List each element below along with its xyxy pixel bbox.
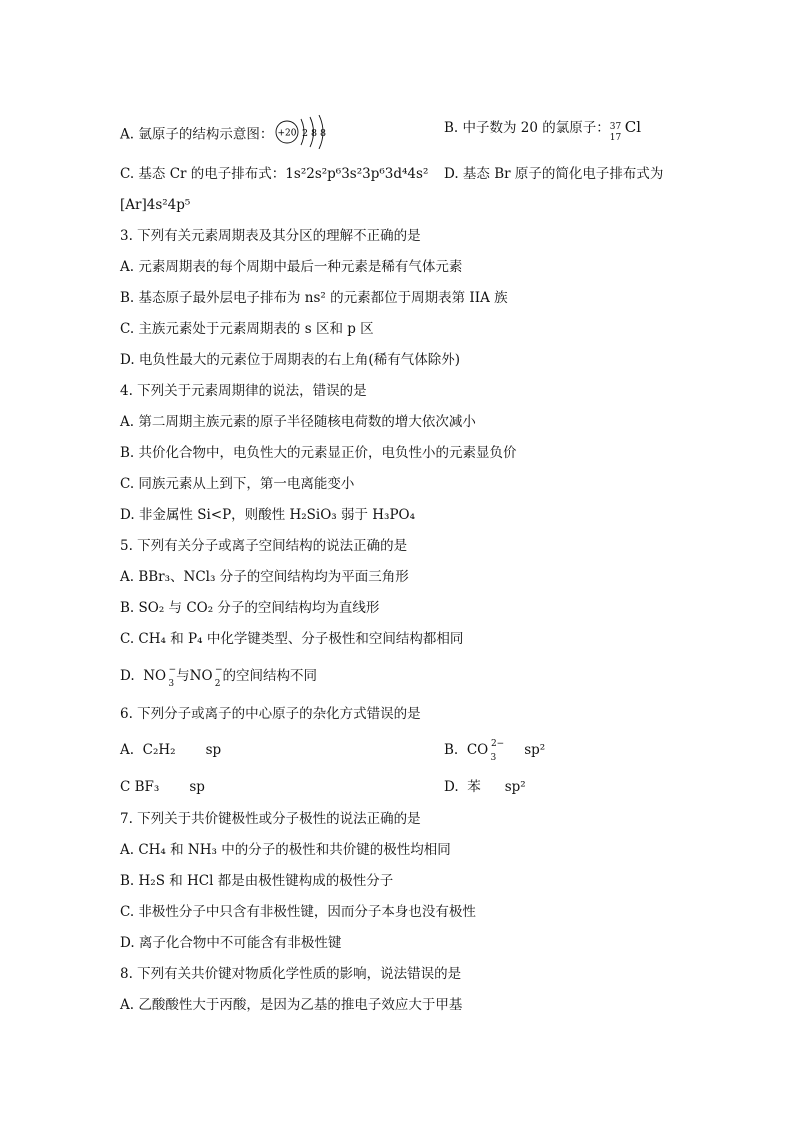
atom-shell-1-label: 2 [302, 128, 309, 139]
nitrate-ion [143, 665, 177, 689]
q6-option-d-species: 苯 [467, 779, 481, 795]
carbonate-ion [466, 739, 505, 763]
nitrite-ion-subscript: 2 [214, 679, 221, 689]
isotope-mass-number: 37 [609, 121, 622, 132]
q2-option-c [120, 165, 428, 183]
q2-option-d-text: D. 基态 Br 原子的简化电子排布式为 [444, 166, 664, 182]
q6-option-c-species: BF₃ [134, 779, 160, 795]
q4-option-c: C. 同族元素从上到下，第一电离能变小 [120, 476, 355, 492]
q6-option-b [444, 739, 546, 763]
q8-stem: 8. 下列有关共价键对物质化学性质的影响，说法错误的是 [120, 966, 462, 982]
q4-option-b: B. 共价化合物中，电负性大的元素显正价，电负性小的元素显负价 [120, 445, 517, 461]
q7-option-c: C. 非极性分子中只含有非极性键，因而分子本身也没有极性 [120, 904, 476, 920]
atom-shell-2-label: 8 [311, 128, 318, 139]
q3-option-b: B. 基态原子最外层电子排布为 ns² 的元素都位于周期表第 IIA 族 [120, 290, 508, 306]
q7-option-b: B. H₂S 和 HCl 都是由极性键构成的极性分子 [120, 873, 394, 889]
carbonate-ion-charge: 2− [490, 739, 505, 749]
q4-stem: 4. 下列关于元素周期律的说法，错误的是 [120, 383, 367, 399]
q2-option-b [444, 118, 642, 143]
q7-option-d: D. 离子化合物中不可能含有非极性键 [120, 935, 342, 951]
q6-option-c [120, 778, 205, 796]
q5-option-b: B. SO₂ 与 CO₂ 分子的空间结构均为直线形 [120, 600, 380, 616]
nitrite-ion-charge: − [214, 665, 223, 675]
q5-option-d-label: D. [120, 668, 135, 684]
carbonate-ion-subscript: 3 [490, 753, 497, 763]
q4-option-a: A. 第二周期主族元素的原子半径随核电荷数的增大依次减小 [120, 414, 476, 430]
q2-option-a-text: A. 氩原子的结构示意图： [120, 126, 274, 143]
q5-option-d-suffix: 的空间结构不同 [222, 668, 318, 684]
q6-option-d-label: D. [444, 779, 459, 795]
q3-stem: 3. 下列有关元素周期表及其分区的理解不正确的是 [120, 228, 421, 244]
q7-option-a: A. CH₄ 和 NH₃ 中的分子的极性和共价键的极性均相同 [120, 842, 451, 858]
q7-stem: 7. 下列关于共价键极性或分子极性的说法正确的是 [120, 811, 421, 827]
q5-option-d [120, 665, 318, 689]
q2-option-d-config [120, 196, 190, 214]
q6-stem: 6. 下列分子或离子的中心原子的杂化方式错误的是 [120, 706, 421, 722]
q6-option-b-hybridization: sp² [524, 742, 546, 758]
q3-option-a: A. 元素周期表的每个周期中最后一种元素是稀有气体元素 [120, 259, 463, 275]
carbonate-ion-formula: CO [466, 742, 489, 758]
nitrate-ion-charge: − [168, 665, 177, 675]
q6-option-a-species: C₂H₂ [142, 742, 176, 758]
q6-option-a [120, 741, 221, 759]
q6-option-a-hybridization: sp [205, 742, 222, 758]
q6-option-d [444, 778, 526, 796]
nitrate-ion-formula: NO [143, 668, 167, 684]
atom-nucleus-label: +20 [277, 128, 297, 139]
q8-option-a: A. 乙酸酸性大于丙酸，是因为乙基的推电子效应大于甲基 [120, 997, 463, 1013]
q5-option-d-connector: 与 [176, 668, 190, 684]
q4-option-d: D. 非金属性 Si<P，则酸性 H₂SiO₃ 弱于 H₃PO₄ [120, 507, 416, 523]
q6-option-d-hybridization: sp² [504, 779, 526, 795]
cr-electron-config: 1s²2s²p⁶3s²3p⁶3d⁴4s² [285, 166, 429, 182]
q5-option-c: C. CH₄ 和 P₄ 中化学键类型、分子极性和空间结构都相同 [120, 631, 464, 647]
q5-option-a: A. BBr₃、NCl₃ 分子的空间结构均为平面三角形 [120, 569, 409, 585]
q2-option-c-text: C. 基态 Cr 的电子排布式： [120, 166, 286, 182]
nitrate-ion-subscript: 3 [168, 679, 175, 689]
argon-atom-structure-diagram [275, 115, 331, 149]
nitrite-ion [189, 665, 223, 689]
nitrite-ion-formula: NO [189, 668, 213, 684]
br-electron-config: [Ar]4s²4p⁵ [120, 197, 191, 213]
q6-option-c-label: C [120, 779, 131, 795]
q6-option-a-label: A. [120, 742, 135, 758]
q6-option-c-hybridization: sp [189, 779, 205, 795]
q3-option-d: D. 电负性最大的元素位于周期表的右上角(稀有气体除外) [120, 352, 460, 368]
isotope-symbol: Cl [624, 118, 642, 136]
atom-shell-3-label: 8 [320, 128, 327, 139]
q2-option-a [120, 118, 331, 152]
isotope-atomic-number: 17 [609, 132, 622, 143]
q6-option-b-label: B. [444, 742, 459, 758]
q2-option-d [444, 165, 663, 183]
q2-option-b-text: B. 中子数为 20 的氯原子： [444, 120, 610, 136]
chlorine-isotope-notation [609, 120, 624, 143]
q5-stem: 5. 下列有关分子或离子空间结构的说法正确的是 [120, 538, 408, 554]
q3-option-c: C. 主族元素处于元素周期表的 s 区和 p 区 [120, 321, 374, 337]
